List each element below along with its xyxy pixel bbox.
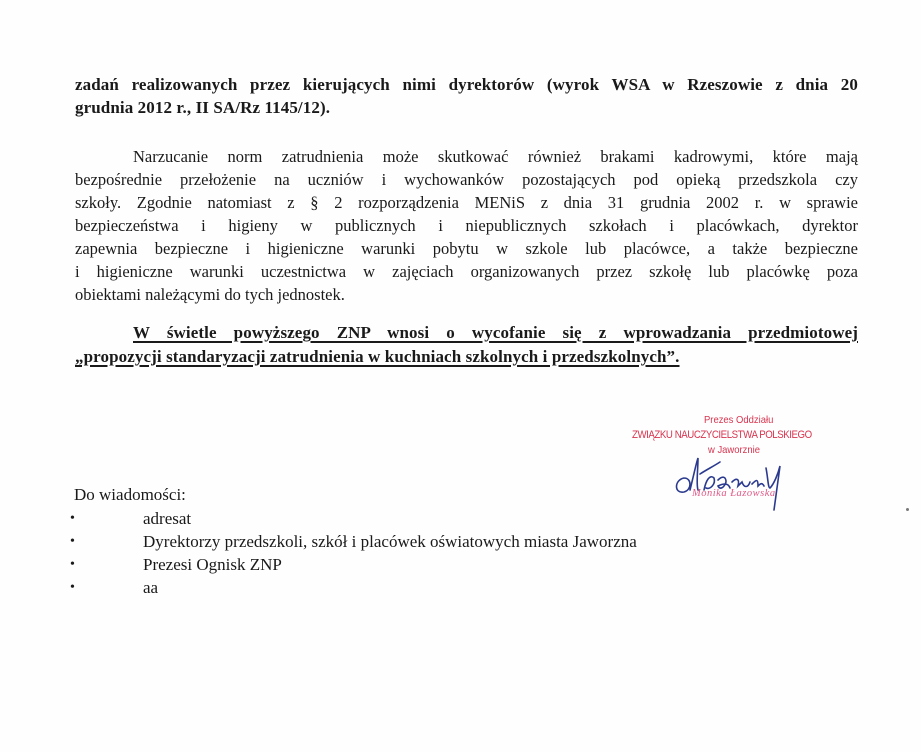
stamp-name: Monika Łazowska <box>692 488 776 499</box>
bullet-icon: • <box>70 557 75 572</box>
conclusion-line-1: W świetle powyższego ZNP wnosi o wycofanie się z wprowadzania przedmiotowej <box>133 323 858 342</box>
intro-line-2: grudnia 2012 r., II SA/Rz 1145/12). <box>75 98 331 117</box>
paragraph-line-2: bezpośrednie przełożenie na uczniów i wychowanków pozostających pod opieką przedszkola czy <box>75 170 858 189</box>
cc-item: Dyrektorzy przedszkoli, szkół i placówek oświatowych miasta Jaworzna <box>143 532 637 551</box>
scan-speck <box>906 508 909 511</box>
paragraph-line-5: zapewnia bezpieczne i higieniczne warunki pobytu w szkole lub placówce, a także bezpieczne <box>75 239 858 258</box>
stamp-location: w Jaworznie <box>708 444 761 456</box>
paragraph-line-6: i higieniczne warunki uczestnictwa w zajęciach organizowanych przez szkołę lub placówkę poza <box>75 262 858 281</box>
paragraph-line-4: bezpieczeństwa i higieny w publicznych i niepublicznych szkołach i placówkach, dyrektor <box>75 216 858 235</box>
stamp-organization: ZWIĄZKU NAUCZYCIELSTWA POLSKIEGO <box>632 429 812 441</box>
cc-item: adresat <box>143 509 192 528</box>
handwritten-signature <box>670 444 790 516</box>
bullet-icon: • <box>70 580 75 595</box>
conclusion-line-2: „propozycji standaryzacji zatrudnienia w kuchniach szkolnych i przedszkolnych”. <box>75 347 680 366</box>
paragraph-line-7: obiektami należącymi do tych jednostek. <box>75 285 345 304</box>
paragraph-line-3: szkoły. Zgodnie natomiast z § 2 rozporządzenia MENiS z dnia 31 grudnia 2002 r. w sprawie <box>75 193 858 212</box>
intro-line-1: zadań realizowanych przez kierujących nimi dyrektorów (wyrok WSA w Rzeszowie z dnia 20 <box>75 75 858 94</box>
cc-item: aa <box>143 578 159 597</box>
cc-item: Prezesi Ognisk ZNP <box>143 555 282 574</box>
paragraph-line-1: Narzucanie norm zatrudnienia może skutkować również brakami kadrowymi, które mają <box>133 147 858 166</box>
bullet-icon: • <box>70 534 75 549</box>
cc-label: Do wiadomości: <box>74 485 186 504</box>
stamp-title: Prezes Oddziału <box>704 414 774 426</box>
bullet-icon: • <box>70 511 75 526</box>
